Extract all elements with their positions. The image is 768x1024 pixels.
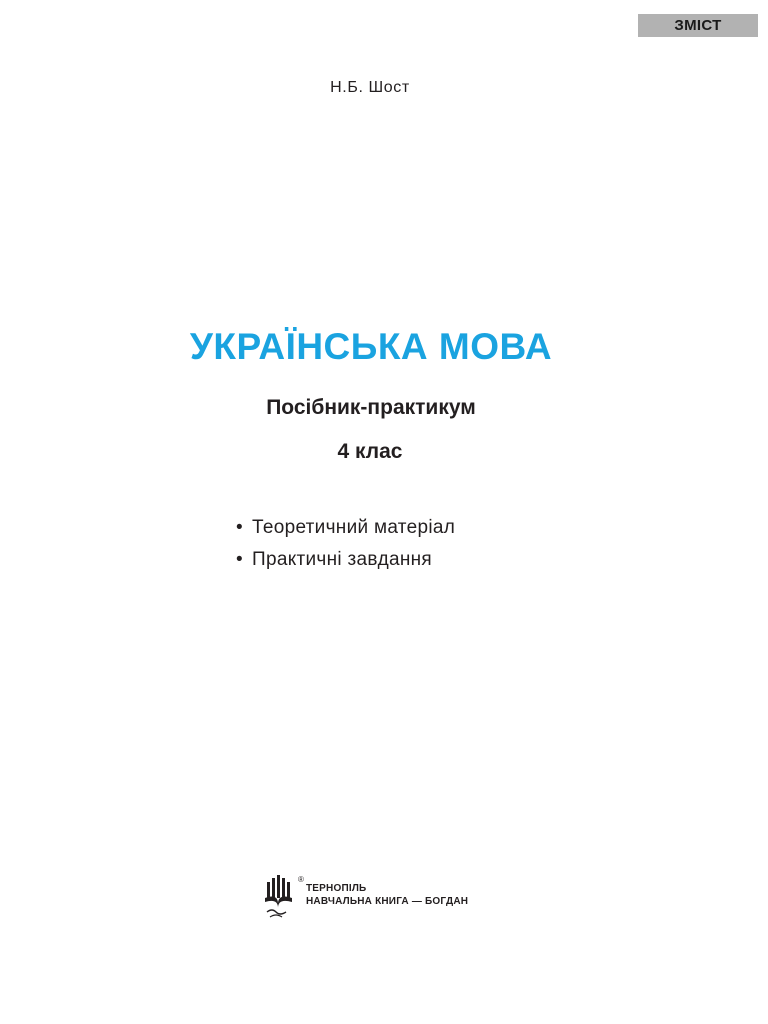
bullet-icon: • <box>236 549 243 570</box>
feature-item <box>236 548 455 580</box>
feature-item <box>236 516 455 548</box>
publisher-name: НАВЧАЛЬНА КНИГА — БОГДАН <box>306 896 469 907</box>
author-name: Н.Б. Шост <box>330 79 410 96</box>
feature-label: Теоретичний матеріал <box>252 517 456 538</box>
book-subtitle: Посібник-практикум <box>266 396 476 419</box>
bullet-icon: • <box>236 517 243 538</box>
bogdan-publisher-logo-icon <box>262 872 306 926</box>
book-title: УКРАЇНСЬКА МОВА <box>189 326 553 367</box>
publisher-text <box>306 882 468 908</box>
publisher-imprint <box>262 872 502 928</box>
contents-button[interactable]: ЗМІСТ <box>638 14 758 37</box>
grade-label: 4 клас <box>337 440 403 463</box>
feature-label: Практичні завдання <box>252 549 433 570</box>
features-list <box>236 516 455 580</box>
publisher-city: ТЕРНОПІЛЬ <box>306 883 367 894</box>
registered-mark: ® <box>298 875 304 884</box>
